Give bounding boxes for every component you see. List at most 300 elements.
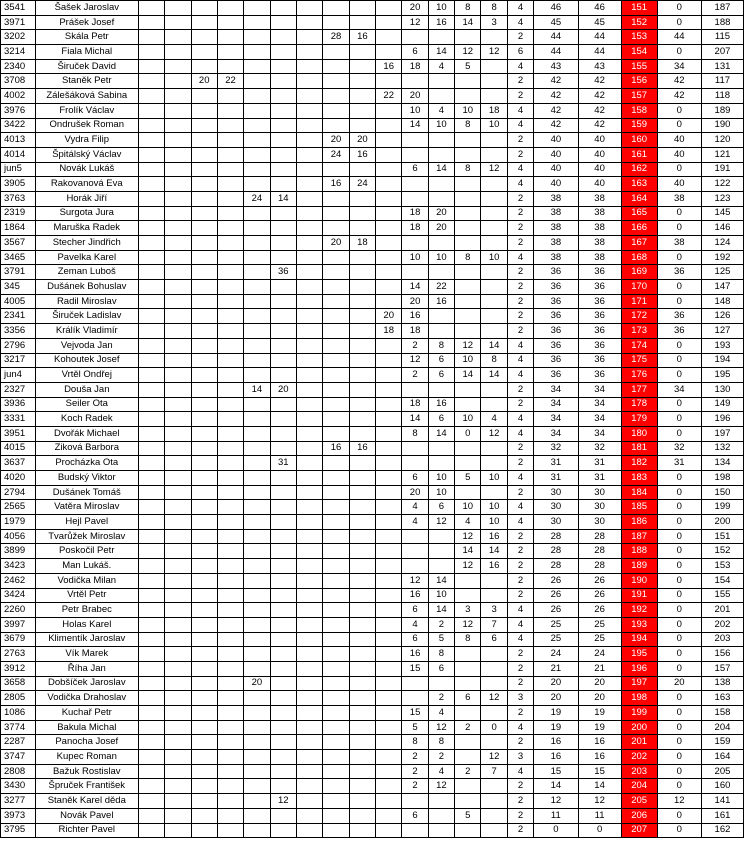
- table-cell: [296, 177, 322, 192]
- table-cell: 16: [578, 735, 621, 750]
- member-id-cell: 3951: [1, 426, 36, 441]
- table-cell: 34: [657, 382, 701, 397]
- table-cell: [455, 750, 481, 765]
- table-cell: 191: [701, 162, 743, 177]
- table-cell: [296, 794, 322, 809]
- table-cell: 14: [428, 45, 454, 60]
- member-name-cell: Surgota Jura: [35, 206, 138, 221]
- table-cell: [481, 221, 507, 236]
- table-cell: [138, 177, 164, 192]
- table-cell: [138, 324, 164, 339]
- table-cell: [323, 573, 349, 588]
- table-cell: 38: [534, 206, 578, 221]
- table-cell: 200: [701, 515, 743, 530]
- table-cell: [138, 236, 164, 251]
- table-cell: 2: [507, 456, 533, 471]
- table-cell: [138, 280, 164, 295]
- member-id-cell: 3708: [1, 74, 36, 89]
- table-cell: 24: [578, 647, 621, 662]
- table-cell: [296, 162, 322, 177]
- table-cell: 4: [507, 412, 533, 427]
- table-cell: [191, 133, 217, 148]
- rank-cell: 172: [621, 309, 657, 324]
- table-cell: [244, 441, 270, 456]
- table-cell: 127: [701, 324, 743, 339]
- table-cell: [217, 706, 243, 721]
- table-cell: [323, 338, 349, 353]
- table-cell: [191, 706, 217, 721]
- member-name-cell: Novák Lukáš: [35, 162, 138, 177]
- rank-cell: 168: [621, 250, 657, 265]
- table-cell: [138, 559, 164, 574]
- table-cell: 0: [657, 603, 701, 618]
- table-cell: [296, 382, 322, 397]
- table-cell: [349, 617, 375, 632]
- table-cell: 4: [481, 412, 507, 427]
- table-cell: [296, 764, 322, 779]
- table-cell: 0: [657, 280, 701, 295]
- member-name-cell: Horák Jiří: [35, 191, 138, 206]
- member-name-cell: Poskočil Petr: [35, 544, 138, 559]
- table-cell: [376, 471, 402, 486]
- table-cell: 2: [402, 368, 428, 383]
- table-cell: [481, 661, 507, 676]
- table-cell: [376, 691, 402, 706]
- member-id-cell: 2260: [1, 603, 36, 618]
- table-cell: 10: [428, 471, 454, 486]
- table-cell: 36: [578, 309, 621, 324]
- table-cell: 195: [701, 368, 743, 383]
- table-cell: 5: [402, 720, 428, 735]
- member-id-cell: 3202: [1, 30, 36, 45]
- table-cell: 204: [701, 720, 743, 735]
- table-cell: [376, 808, 402, 823]
- table-cell: [138, 1, 164, 16]
- table-cell: [165, 779, 191, 794]
- table-row: [1, 147, 744, 162]
- table-cell: [165, 265, 191, 280]
- table-cell: [165, 823, 191, 838]
- table-cell: 0: [657, 15, 701, 30]
- table-cell: 4: [507, 603, 533, 618]
- table-cell: 147: [701, 280, 743, 295]
- rank-cell: 192: [621, 603, 657, 618]
- table-cell: [165, 559, 191, 574]
- table-cell: [376, 559, 402, 574]
- table-cell: 42: [534, 103, 578, 118]
- table-row: [1, 647, 744, 662]
- table-cell: [191, 147, 217, 162]
- table-row: [1, 661, 744, 676]
- table-cell: [217, 515, 243, 530]
- table-cell: [165, 45, 191, 60]
- table-cell: [323, 529, 349, 544]
- table-cell: 10: [428, 250, 454, 265]
- table-cell: [217, 118, 243, 133]
- table-cell: [376, 750, 402, 765]
- table-cell: [376, 676, 402, 691]
- table-cell: [217, 617, 243, 632]
- table-cell: [191, 808, 217, 823]
- table-cell: [349, 808, 375, 823]
- member-name-cell: Králík Vladimír: [35, 324, 138, 339]
- table-cell: [323, 706, 349, 721]
- table-row: [1, 750, 744, 765]
- table-cell: 2: [507, 647, 533, 662]
- table-cell: [191, 280, 217, 295]
- table-cell: [138, 676, 164, 691]
- table-cell: [270, 544, 296, 559]
- table-cell: [428, 794, 454, 809]
- table-cell: 18: [402, 206, 428, 221]
- table-cell: [270, 706, 296, 721]
- table-cell: [296, 808, 322, 823]
- table-cell: 21: [578, 661, 621, 676]
- table-cell: [165, 236, 191, 251]
- table-cell: 4: [507, 515, 533, 530]
- table-cell: [138, 191, 164, 206]
- table-cell: 8: [455, 162, 481, 177]
- table-cell: 0: [657, 706, 701, 721]
- table-cell: [217, 309, 243, 324]
- table-cell: [217, 661, 243, 676]
- table-cell: 20: [376, 309, 402, 324]
- member-name-cell: Hejl Pavel: [35, 515, 138, 530]
- table-cell: [165, 15, 191, 30]
- member-name-cell: Man Lukáš.: [35, 559, 138, 574]
- table-cell: 149: [701, 397, 743, 412]
- table-cell: 202: [701, 617, 743, 632]
- table-cell: 5: [455, 471, 481, 486]
- table-cell: [402, 691, 428, 706]
- table-cell: [270, 133, 296, 148]
- table-cell: [455, 206, 481, 221]
- table-cell: [455, 74, 481, 89]
- table-cell: [165, 544, 191, 559]
- table-cell: [296, 515, 322, 530]
- table-cell: [296, 706, 322, 721]
- rank-cell: 161: [621, 147, 657, 162]
- table-cell: [244, 280, 270, 295]
- table-cell: 161: [701, 808, 743, 823]
- table-cell: [217, 544, 243, 559]
- table-cell: 0: [657, 661, 701, 676]
- table-cell: 42: [578, 89, 621, 104]
- table-cell: [349, 603, 375, 618]
- table-cell: 44: [534, 30, 578, 45]
- table-cell: [191, 103, 217, 118]
- table-row: [1, 808, 744, 823]
- table-cell: [428, 89, 454, 104]
- member-name-cell: Kuchař Petr: [35, 706, 138, 721]
- table-cell: 2: [507, 485, 533, 500]
- table-cell: [323, 676, 349, 691]
- table-cell: [349, 368, 375, 383]
- table-cell: 0: [657, 823, 701, 838]
- member-name-cell: Zálešáková Sabina: [35, 89, 138, 104]
- table-cell: 36: [578, 338, 621, 353]
- table-cell: [138, 529, 164, 544]
- rank-cell: 182: [621, 456, 657, 471]
- table-cell: [217, 338, 243, 353]
- rank-cell: 206: [621, 808, 657, 823]
- table-cell: 18: [402, 397, 428, 412]
- member-name-cell: Vodička Milan: [35, 573, 138, 588]
- table-cell: [217, 1, 243, 16]
- member-id-cell: 3747: [1, 750, 36, 765]
- table-cell: [244, 706, 270, 721]
- member-name-cell: Špruček František: [35, 779, 138, 794]
- rank-cell: 163: [621, 177, 657, 192]
- table-cell: [138, 823, 164, 838]
- table-cell: [244, 1, 270, 16]
- table-cell: [165, 735, 191, 750]
- table-cell: [165, 764, 191, 779]
- table-cell: [217, 485, 243, 500]
- table-row: [1, 471, 744, 486]
- table-cell: 42: [578, 103, 621, 118]
- table-cell: [244, 588, 270, 603]
- table-cell: [349, 779, 375, 794]
- table-cell: [402, 30, 428, 45]
- table-cell: 2: [455, 764, 481, 779]
- table-cell: [270, 280, 296, 295]
- table-cell: [455, 441, 481, 456]
- table-cell: 18: [402, 59, 428, 74]
- table-cell: [244, 764, 270, 779]
- rank-cell: 159: [621, 118, 657, 133]
- table-cell: [191, 89, 217, 104]
- table-cell: 14: [481, 338, 507, 353]
- table-cell: 20: [402, 1, 428, 16]
- table-cell: [165, 485, 191, 500]
- member-id-cell: 4014: [1, 147, 36, 162]
- table-cell: [244, 74, 270, 89]
- table-row: [1, 133, 744, 148]
- table-cell: [323, 382, 349, 397]
- table-cell: [191, 412, 217, 427]
- table-cell: [165, 147, 191, 162]
- table-cell: 3: [455, 603, 481, 618]
- member-name-cell: Říha Jan: [35, 661, 138, 676]
- table-cell: [481, 647, 507, 662]
- table-row: [1, 309, 744, 324]
- table-cell: [428, 676, 454, 691]
- rank-cell: 162: [621, 162, 657, 177]
- table-cell: [244, 471, 270, 486]
- table-cell: [323, 500, 349, 515]
- table-cell: [270, 368, 296, 383]
- member-name-cell: Novák Pavel: [35, 808, 138, 823]
- table-cell: 30: [578, 485, 621, 500]
- table-cell: [296, 544, 322, 559]
- table-cell: [165, 720, 191, 735]
- table-cell: [165, 529, 191, 544]
- table-cell: 16: [481, 529, 507, 544]
- table-cell: [138, 59, 164, 74]
- member-name-cell: Bažuk Rostislav: [35, 764, 138, 779]
- table-cell: [138, 485, 164, 500]
- table-cell: 11: [534, 808, 578, 823]
- table-cell: 36: [534, 294, 578, 309]
- table-cell: [296, 426, 322, 441]
- table-cell: 0: [657, 573, 701, 588]
- table-cell: [191, 59, 217, 74]
- table-cell: [481, 147, 507, 162]
- table-cell: [455, 573, 481, 588]
- table-cell: [455, 133, 481, 148]
- table-cell: 120: [701, 133, 743, 148]
- rank-cell: 154: [621, 45, 657, 60]
- table-cell: 20: [402, 294, 428, 309]
- table-cell: [244, 823, 270, 838]
- table-cell: [481, 735, 507, 750]
- table-row: [1, 456, 744, 471]
- table-cell: 4: [402, 515, 428, 530]
- table-cell: 5: [455, 59, 481, 74]
- table-cell: [481, 191, 507, 206]
- member-id-cell: 3430: [1, 779, 36, 794]
- table-cell: 16: [402, 647, 428, 662]
- table-cell: 2: [507, 382, 533, 397]
- table-row: [1, 177, 744, 192]
- table-cell: 0: [657, 764, 701, 779]
- table-cell: [191, 426, 217, 441]
- table-cell: 10: [481, 500, 507, 515]
- table-cell: [296, 15, 322, 30]
- table-cell: [138, 30, 164, 45]
- table-cell: 0: [657, 691, 701, 706]
- table-cell: 26: [534, 573, 578, 588]
- table-cell: 160: [701, 779, 743, 794]
- table-cell: [270, 603, 296, 618]
- table-cell: [217, 632, 243, 647]
- table-cell: [191, 15, 217, 30]
- table-cell: [455, 647, 481, 662]
- table-cell: 2: [507, 294, 533, 309]
- member-id-cell: 3679: [1, 632, 36, 647]
- table-cell: [349, 632, 375, 647]
- member-id-cell: 345: [1, 280, 36, 295]
- table-cell: [323, 647, 349, 662]
- table-cell: [323, 397, 349, 412]
- table-cell: [191, 471, 217, 486]
- table-cell: [349, 15, 375, 30]
- table-cell: [376, 221, 402, 236]
- table-cell: 34: [534, 382, 578, 397]
- member-id-cell: 2340: [1, 59, 36, 74]
- table-cell: [349, 118, 375, 133]
- table-cell: 0: [657, 118, 701, 133]
- table-cell: 18: [349, 236, 375, 251]
- table-row: [1, 485, 744, 500]
- table-cell: [138, 45, 164, 60]
- table-cell: [323, 59, 349, 74]
- table-cell: [349, 544, 375, 559]
- table-cell: [349, 647, 375, 662]
- member-id-cell: 2341: [1, 309, 36, 324]
- table-cell: [296, 529, 322, 544]
- table-cell: [217, 382, 243, 397]
- table-cell: [138, 338, 164, 353]
- table-cell: 32: [657, 441, 701, 456]
- table-cell: [217, 456, 243, 471]
- table-cell: [402, 456, 428, 471]
- table-cell: [138, 250, 164, 265]
- table-cell: [217, 324, 243, 339]
- table-cell: 40: [578, 162, 621, 177]
- table-cell: [165, 750, 191, 765]
- table-cell: [481, 441, 507, 456]
- table-cell: [296, 309, 322, 324]
- table-row: [1, 294, 744, 309]
- table-cell: 36: [578, 265, 621, 280]
- table-cell: [455, 661, 481, 676]
- member-id-cell: 2794: [1, 485, 36, 500]
- table-cell: 4: [507, 1, 533, 16]
- table-cell: [455, 265, 481, 280]
- table-row: [1, 191, 744, 206]
- table-cell: [376, 103, 402, 118]
- member-id-cell: 4002: [1, 89, 36, 104]
- member-name-cell: Panocha Josef: [35, 735, 138, 750]
- table-cell: [244, 221, 270, 236]
- table-cell: [296, 353, 322, 368]
- table-cell: 4: [507, 59, 533, 74]
- table-cell: [270, 147, 296, 162]
- table-cell: 42: [534, 89, 578, 104]
- table-cell: [349, 45, 375, 60]
- table-cell: [244, 691, 270, 706]
- table-cell: [455, 823, 481, 838]
- table-cell: [323, 823, 349, 838]
- table-cell: 44: [534, 45, 578, 60]
- table-cell: 28: [534, 529, 578, 544]
- member-name-cell: Frolík Václav: [35, 103, 138, 118]
- table-cell: [191, 1, 217, 16]
- table-row: [1, 368, 744, 383]
- table-cell: 24: [323, 147, 349, 162]
- table-cell: 15: [402, 661, 428, 676]
- table-cell: 36: [534, 265, 578, 280]
- member-id-cell: 3658: [1, 676, 36, 691]
- table-cell: 158: [701, 706, 743, 721]
- table-cell: 20: [191, 74, 217, 89]
- table-cell: [191, 441, 217, 456]
- table-cell: 4: [402, 500, 428, 515]
- table-cell: [165, 59, 191, 74]
- table-cell: [217, 691, 243, 706]
- table-cell: 31: [578, 456, 621, 471]
- table-cell: 130: [701, 382, 743, 397]
- member-name-cell: Skála Petr: [35, 30, 138, 45]
- table-cell: 8: [428, 338, 454, 353]
- table-cell: [376, 529, 402, 544]
- table-cell: [244, 206, 270, 221]
- table-cell: 0: [657, 471, 701, 486]
- table-row: [1, 632, 744, 647]
- table-cell: [217, 750, 243, 765]
- table-cell: 0: [657, 412, 701, 427]
- table-cell: [323, 426, 349, 441]
- table-cell: 0: [657, 720, 701, 735]
- table-row: [1, 118, 744, 133]
- table-cell: [165, 177, 191, 192]
- table-cell: [323, 1, 349, 16]
- table-cell: [481, 89, 507, 104]
- table-cell: [191, 265, 217, 280]
- table-cell: 122: [701, 177, 743, 192]
